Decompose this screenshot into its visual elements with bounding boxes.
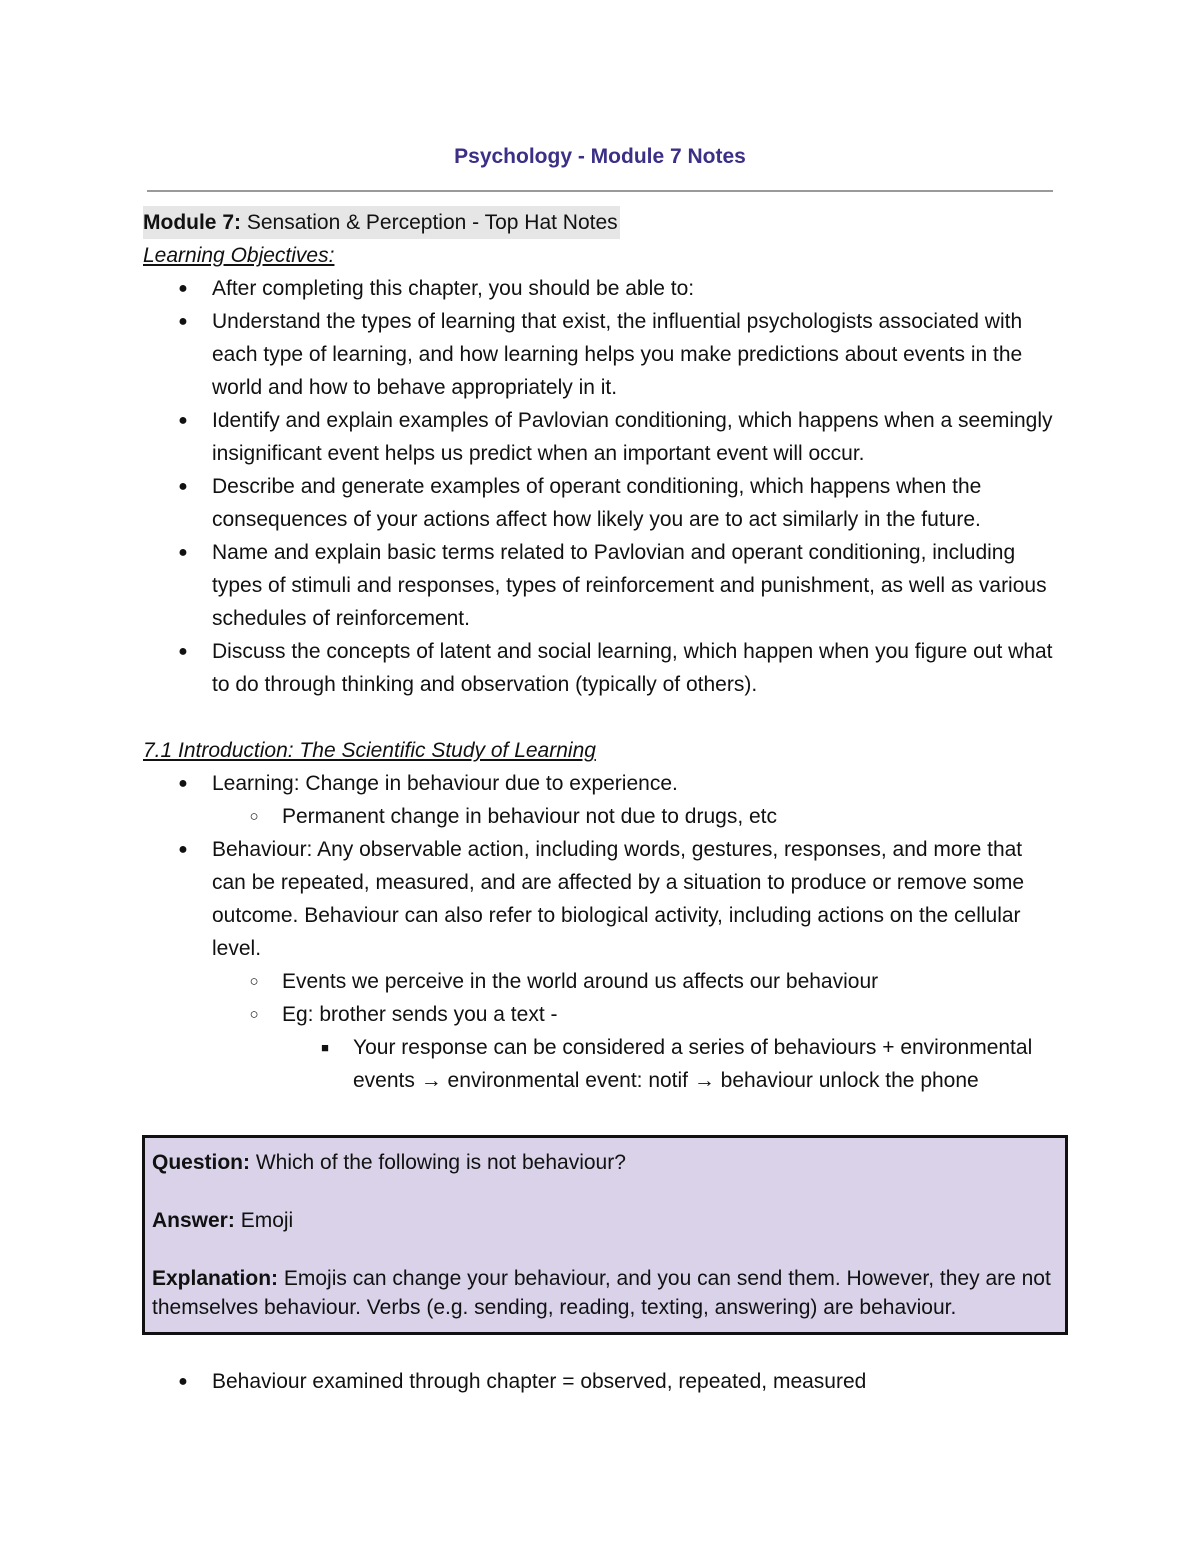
list-item bbox=[143, 272, 1058, 305]
question-label: Question: bbox=[152, 1151, 250, 1174]
list-item-text: Learning: Change in behaviour due to experience. bbox=[212, 772, 678, 795]
sub-list-item bbox=[143, 965, 1058, 998]
module-heading-highlight bbox=[143, 206, 620, 239]
list-item bbox=[143, 404, 1058, 470]
list-item-text: Behaviour examined through chapter = observed, repeated, measured bbox=[212, 1370, 867, 1393]
list-item-text: Understand the types of learning that exist, the influential psychologists associated with each type of learning, and how learning helps you make predictions about events in the world and how to behave appropriately in it. bbox=[212, 310, 1023, 399]
behaviour-list bbox=[143, 833, 1058, 965]
sub-list-item bbox=[143, 800, 1058, 833]
list-item bbox=[143, 470, 1058, 536]
section-7-1-list bbox=[143, 767, 1058, 800]
objectives-heading: Learning Objectives: bbox=[143, 244, 335, 267]
explanation-line bbox=[152, 1264, 1057, 1322]
question-line bbox=[152, 1148, 1057, 1177]
answer-text: Emoji bbox=[240, 1209, 294, 1232]
sub-sub-list-item bbox=[143, 1031, 1058, 1097]
bullet-icon: ● bbox=[178, 544, 188, 561]
bullet-icon: ● bbox=[178, 1373, 188, 1390]
list-item bbox=[143, 305, 1058, 404]
behaviour-subsublist bbox=[143, 1031, 1058, 1097]
question-text: Which of the following is not behaviour? bbox=[255, 1151, 626, 1174]
after-box-list bbox=[143, 1365, 1058, 1398]
bullet-icon: ● bbox=[178, 478, 188, 495]
bullet-icon: ● bbox=[178, 280, 188, 297]
question-box bbox=[142, 1135, 1068, 1335]
spacer bbox=[152, 1235, 1057, 1264]
spacer bbox=[152, 1177, 1057, 1206]
bullet-icon: ● bbox=[178, 775, 188, 792]
module-label: Module 7: bbox=[143, 211, 241, 234]
document-title: Psychology - Module 7 Notes bbox=[454, 145, 746, 168]
module-heading bbox=[143, 206, 1058, 239]
bullet-icon: ● bbox=[178, 313, 188, 330]
explanation-text: Emojis can change your behaviour, and you can send them. However, they are not themselves behaviour. Verbs (e.g. sending, reading, texting, answering) are behaviour. bbox=[152, 1267, 1051, 1319]
bullet-icon: ● bbox=[178, 412, 188, 429]
explanation-label: Explanation: bbox=[152, 1267, 279, 1290]
hollow-circle-icon: ○ bbox=[249, 1006, 259, 1023]
sub-list-item bbox=[143, 998, 1058, 1031]
section-7-1-heading: 7.1 Introduction: The Scientific Study of Learning bbox=[143, 739, 596, 762]
objectives-list bbox=[143, 272, 1058, 701]
behaviour-sublist bbox=[143, 965, 1058, 1031]
list-item-text: Discuss the concepts of latent and social learning, which happen when you figure out what to do through thinking and observation (typically of others). bbox=[212, 640, 1053, 696]
document-content bbox=[143, 206, 1058, 1398]
list-item-text: Your response can be considered a series of behaviours + environmental events → environmental event: notif → behaviour unlock the phone bbox=[353, 1036, 1033, 1092]
module-title: Sensation & Perception - Top Hat Notes bbox=[246, 211, 618, 234]
learning-sublist bbox=[143, 800, 1058, 833]
list-item bbox=[143, 635, 1058, 701]
spacer bbox=[143, 701, 1058, 734]
list-item bbox=[143, 536, 1058, 635]
hollow-circle-icon: ○ bbox=[249, 808, 259, 825]
bullet-icon: ● bbox=[178, 841, 188, 858]
list-item-text: Behaviour: Any observable action, including words, gestures, responses, and more that can be repeated, measured, and are affected by a situation to produce or remove some outcome. Behaviour can also refer to biological activity, including actions on the cellular level. bbox=[212, 838, 1025, 960]
list-item bbox=[143, 1365, 1058, 1398]
list-item-behaviour bbox=[143, 833, 1058, 965]
list-item-text: Identify and explain examples of Pavlovian conditioning, which happens when a seemingly insignificant event helps us predict when an important event will occur. bbox=[212, 409, 1053, 465]
square-bullet-icon: ■ bbox=[321, 1040, 329, 1055]
list-item-text: Permanent change in behaviour not due to drugs, etc bbox=[282, 805, 777, 828]
list-item-text: Describe and generate examples of operant conditioning, which happens when the consequences of your actions affect how likely you are to act similarly in the future. bbox=[212, 475, 982, 531]
bullet-icon: ● bbox=[178, 643, 188, 660]
answer-line bbox=[152, 1206, 1057, 1235]
list-item-text: Name and explain basic terms related to Pavlovian and operant conditioning, including types of stimuli and responses, types of reinforcement and punishment, as well as various schedules of reinforcement. bbox=[212, 541, 1047, 630]
horizontal-rule bbox=[147, 190, 1053, 192]
answer-label: Answer: bbox=[152, 1209, 235, 1232]
list-item-learning bbox=[143, 767, 1058, 800]
list-item-text: Events we perceive in the world around us affects our behaviour bbox=[282, 970, 879, 993]
list-item-text: Eg: brother sends you a text - bbox=[282, 1003, 558, 1026]
hollow-circle-icon: ○ bbox=[249, 973, 259, 990]
list-item-text: After completing this chapter, you should be able to: bbox=[212, 277, 695, 300]
